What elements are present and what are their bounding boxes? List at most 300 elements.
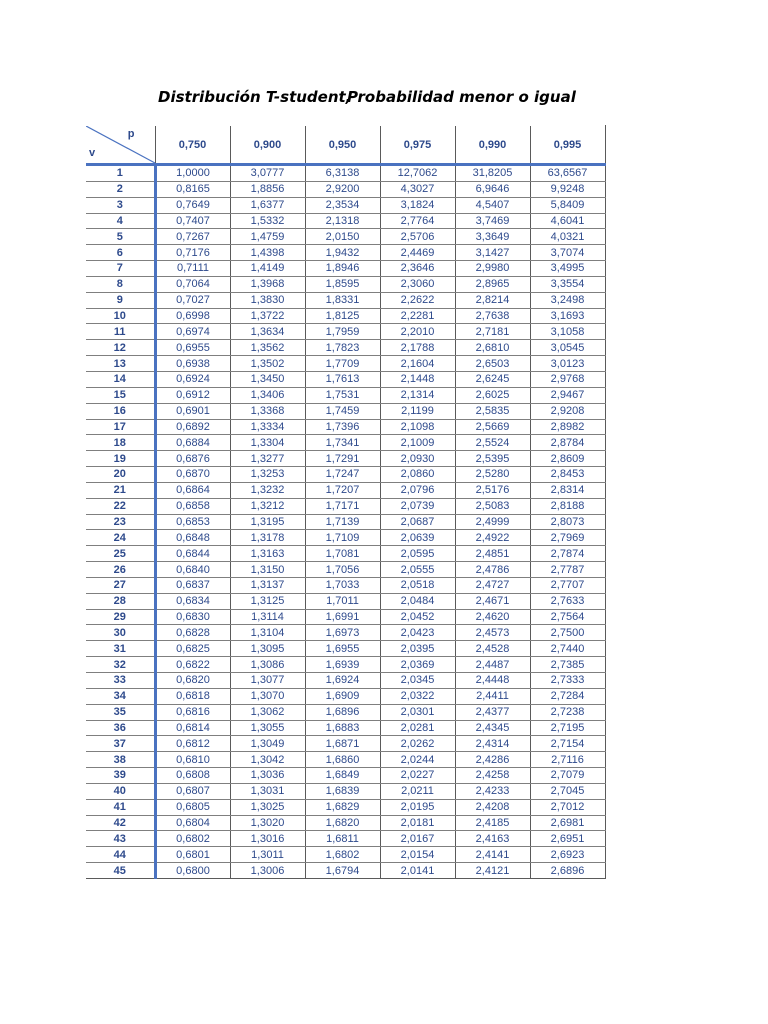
table-row (86, 799, 605, 815)
value-cell: 2,4185 (455, 815, 530, 831)
table-row (86, 831, 605, 847)
value-cell: 1,3095 (230, 641, 305, 657)
value-cell: 2,0860 (380, 467, 455, 483)
value-cell: 0,6825 (155, 641, 230, 657)
table-body (86, 165, 605, 879)
value-cell: 0,6955 (155, 340, 230, 356)
table-row (86, 546, 605, 562)
value-cell: 1,3277 (230, 451, 305, 467)
table-row (86, 435, 605, 451)
table-row (86, 467, 605, 483)
value-cell: 1,3178 (230, 530, 305, 546)
value-cell: 1,6883 (305, 720, 380, 736)
value-cell: 0,6858 (155, 498, 230, 514)
table-row (86, 181, 605, 197)
value-cell: 3,1693 (530, 308, 605, 324)
value-cell: 2,4208 (455, 799, 530, 815)
degrees-of-freedom-cell: 15 (86, 387, 155, 403)
value-cell: 2,5176 (455, 482, 530, 498)
value-cell: 2,8214 (455, 292, 530, 308)
value-cell: 2,3534 (305, 197, 380, 213)
value-cell: 1,7396 (305, 419, 380, 435)
value-cell: 0,6884 (155, 435, 230, 451)
degrees-of-freedom-cell: 11 (86, 324, 155, 340)
value-cell: 2,0930 (380, 451, 455, 467)
value-cell: 2,1199 (380, 403, 455, 419)
value-cell: 1,6973 (305, 625, 380, 641)
value-cell: 0,6800 (155, 863, 230, 879)
v-label: v (89, 147, 96, 159)
value-cell: 2,0423 (380, 625, 455, 641)
value-cell: 1,3195 (230, 514, 305, 530)
header-row (86, 126, 605, 165)
value-cell: 2,7154 (530, 736, 605, 752)
value-cell: 2,4573 (455, 625, 530, 641)
table-row (86, 704, 605, 720)
degrees-of-freedom-cell: 25 (86, 546, 155, 562)
value-cell: 1,7109 (305, 530, 380, 546)
value-cell: 1,6811 (305, 831, 380, 847)
value-cell: 1,6377 (230, 197, 305, 213)
value-cell: 1,3253 (230, 467, 305, 483)
value-cell: 2,4377 (455, 704, 530, 720)
value-cell: 4,5407 (455, 197, 530, 213)
value-cell: 2,0141 (380, 863, 455, 879)
value-cell: 2,0227 (380, 768, 455, 784)
value-cell: 0,6801 (155, 847, 230, 863)
value-cell: 0,6924 (155, 371, 230, 387)
value-cell: 2,4999 (455, 514, 530, 530)
value-cell: 0,6840 (155, 562, 230, 578)
degrees-of-freedom-cell: 42 (86, 815, 155, 831)
table-row (86, 577, 605, 593)
value-cell: 2,1788 (380, 340, 455, 356)
value-cell: 1,6794 (305, 863, 380, 879)
value-cell: 3,0777 (230, 165, 305, 182)
value-cell: 1,3055 (230, 720, 305, 736)
value-cell: 2,8453 (530, 467, 605, 483)
value-cell: 1,0000 (155, 165, 230, 182)
value-cell: 2,3646 (380, 261, 455, 277)
value-cell: 0,6816 (155, 704, 230, 720)
value-cell: 4,6041 (530, 213, 605, 229)
value-cell: 0,6892 (155, 419, 230, 435)
value-cell: 0,8165 (155, 181, 230, 197)
value-cell: 0,6818 (155, 688, 230, 704)
value-cell: 3,3554 (530, 276, 605, 292)
value-cell: 0,7027 (155, 292, 230, 308)
value-cell: 2,2622 (380, 292, 455, 308)
value-cell: 1,6871 (305, 736, 380, 752)
table-row (86, 356, 605, 372)
value-cell: 1,9432 (305, 245, 380, 261)
degrees-of-freedom-cell: 8 (86, 276, 155, 292)
value-cell: 1,6849 (305, 768, 380, 784)
degrees-of-freedom-cell: 27 (86, 577, 155, 593)
col-header-prob: 0,990 (455, 126, 530, 165)
value-cell: 1,4759 (230, 229, 305, 245)
value-cell: 0,6814 (155, 720, 230, 736)
value-cell: 0,6807 (155, 783, 230, 799)
value-cell: 2,0154 (380, 847, 455, 863)
table-row (86, 625, 605, 641)
table-row (86, 783, 605, 799)
table-header (86, 126, 605, 165)
value-cell: 0,6812 (155, 736, 230, 752)
value-cell: 1,3086 (230, 657, 305, 673)
table-row (86, 387, 605, 403)
value-cell: 2,0687 (380, 514, 455, 530)
value-cell: 0,6802 (155, 831, 230, 847)
value-cell: 2,5524 (455, 435, 530, 451)
value-cell: 2,7707 (530, 577, 605, 593)
value-cell: 0,6848 (155, 530, 230, 546)
value-cell: 1,6939 (305, 657, 380, 673)
value-cell: 2,6245 (455, 371, 530, 387)
value-cell: 2,7079 (530, 768, 605, 784)
value-cell: 1,6860 (305, 752, 380, 768)
value-cell: 2,1098 (380, 419, 455, 435)
value-cell: 2,7284 (530, 688, 605, 704)
table-row (86, 229, 605, 245)
table-row (86, 641, 605, 657)
table-row (86, 197, 605, 213)
value-cell: 0,6864 (155, 482, 230, 498)
value-cell: 2,4786 (455, 562, 530, 578)
value-cell: 1,3562 (230, 340, 305, 356)
table-row (86, 688, 605, 704)
value-cell: 1,3968 (230, 276, 305, 292)
value-cell: 1,7056 (305, 562, 380, 578)
value-cell: 1,4398 (230, 245, 305, 261)
value-cell: 2,4487 (455, 657, 530, 673)
degrees-of-freedom-cell: 16 (86, 403, 155, 419)
table-row (86, 419, 605, 435)
value-cell: 2,5395 (455, 451, 530, 467)
value-cell: 1,7291 (305, 451, 380, 467)
value-cell: 1,7139 (305, 514, 380, 530)
value-cell: 0,6844 (155, 546, 230, 562)
value-cell: 3,3649 (455, 229, 530, 245)
value-cell: 31,8205 (455, 165, 530, 182)
value-cell: 3,4995 (530, 261, 605, 277)
value-cell: 1,3137 (230, 577, 305, 593)
value-cell: 1,5332 (230, 213, 305, 229)
value-cell: 2,8965 (455, 276, 530, 292)
table-row (86, 847, 605, 863)
value-cell: 1,3114 (230, 609, 305, 625)
value-cell: 2,0167 (380, 831, 455, 847)
value-cell: 1,3212 (230, 498, 305, 514)
value-cell: 2,4411 (455, 688, 530, 704)
value-cell: 2,7385 (530, 657, 605, 673)
value-cell: 2,6951 (530, 831, 605, 847)
degrees-of-freedom-cell: 39 (86, 768, 155, 784)
degrees-of-freedom-cell: 37 (86, 736, 155, 752)
table-row (86, 403, 605, 419)
value-cell: 1,7613 (305, 371, 380, 387)
degrees-of-freedom-cell: 28 (86, 593, 155, 609)
table-row (86, 562, 605, 578)
value-cell: 0,7267 (155, 229, 230, 245)
value-cell: 1,3049 (230, 736, 305, 752)
degrees-of-freedom-cell: 38 (86, 752, 155, 768)
value-cell: 1,3011 (230, 847, 305, 863)
degrees-of-freedom-cell: 18 (86, 435, 155, 451)
degrees-of-freedom-cell: 22 (86, 498, 155, 514)
value-cell: 2,4620 (455, 609, 530, 625)
value-cell: 9,9248 (530, 181, 605, 197)
value-cell: 2,6025 (455, 387, 530, 403)
value-cell: 2,7045 (530, 783, 605, 799)
value-cell: 0,6830 (155, 609, 230, 625)
value-cell: 2,5083 (455, 498, 530, 514)
value-cell: 2,4671 (455, 593, 530, 609)
table-row (86, 657, 605, 673)
value-cell: 0,6901 (155, 403, 230, 419)
degrees-of-freedom-cell: 35 (86, 704, 155, 720)
degrees-of-freedom-cell: 40 (86, 783, 155, 799)
value-cell: 1,3450 (230, 371, 305, 387)
value-cell: 2,4121 (455, 863, 530, 879)
value-cell: 2,6810 (455, 340, 530, 356)
value-cell: 2,7500 (530, 625, 605, 641)
value-cell: 2,8982 (530, 419, 605, 435)
value-cell: 1,3077 (230, 673, 305, 689)
value-cell: 1,7171 (305, 498, 380, 514)
value-cell: 2,9467 (530, 387, 605, 403)
degrees-of-freedom-cell: 26 (86, 562, 155, 578)
table-row (86, 530, 605, 546)
value-cell: 2,0518 (380, 577, 455, 593)
value-cell: 2,1009 (380, 435, 455, 451)
value-cell: 0,6853 (155, 514, 230, 530)
t-student-table (86, 125, 606, 879)
value-cell: 1,6896 (305, 704, 380, 720)
col-header-prob: 0,950 (305, 126, 380, 165)
value-cell: 1,7709 (305, 356, 380, 372)
value-cell: 2,8314 (530, 482, 605, 498)
value-cell: 0,6822 (155, 657, 230, 673)
p-label: p (127, 128, 135, 140)
degrees-of-freedom-cell: 32 (86, 657, 155, 673)
value-cell: 0,6876 (155, 451, 230, 467)
corner-cell-p-v (86, 126, 155, 165)
table-row (86, 863, 605, 879)
value-cell: 1,8946 (305, 261, 380, 277)
value-cell: 2,0369 (380, 657, 455, 673)
value-cell: 2,5835 (455, 403, 530, 419)
value-cell: 1,8856 (230, 181, 305, 197)
degrees-of-freedom-cell: 19 (86, 451, 155, 467)
value-cell: 6,9646 (455, 181, 530, 197)
value-cell: 1,7959 (305, 324, 380, 340)
degrees-of-freedom-cell: 2 (86, 181, 155, 197)
value-cell: 2,8073 (530, 514, 605, 530)
degrees-of-freedom-cell: 6 (86, 245, 155, 261)
value-cell: 1,3304 (230, 435, 305, 451)
degrees-of-freedom-cell: 36 (86, 720, 155, 736)
value-cell: 3,7469 (455, 213, 530, 229)
value-cell: 2,0452 (380, 609, 455, 625)
degrees-of-freedom-cell: 10 (86, 308, 155, 324)
value-cell: 2,5669 (455, 419, 530, 435)
value-cell: 0,6808 (155, 768, 230, 784)
value-cell: 2,4528 (455, 641, 530, 657)
degrees-of-freedom-cell: 45 (86, 863, 155, 879)
value-cell: 2,0639 (380, 530, 455, 546)
degrees-of-freedom-cell: 33 (86, 673, 155, 689)
value-cell: 1,8595 (305, 276, 380, 292)
value-cell: 2,6503 (455, 356, 530, 372)
value-cell: 1,7531 (305, 387, 380, 403)
degrees-of-freedom-cell: 5 (86, 229, 155, 245)
value-cell: 2,4286 (455, 752, 530, 768)
value-cell: 1,3634 (230, 324, 305, 340)
degrees-of-freedom-cell: 14 (86, 371, 155, 387)
value-cell: 1,8125 (305, 308, 380, 324)
value-cell: 0,6820 (155, 673, 230, 689)
value-cell: 1,3070 (230, 688, 305, 704)
value-cell: 2,6896 (530, 863, 605, 879)
value-cell: 1,3006 (230, 863, 305, 879)
value-cell: 2,5280 (455, 467, 530, 483)
value-cell: 2,7116 (530, 752, 605, 768)
degrees-of-freedom-cell: 9 (86, 292, 155, 308)
value-cell: 2,0739 (380, 498, 455, 514)
value-cell: 0,7176 (155, 245, 230, 261)
value-cell: 1,7823 (305, 340, 380, 356)
degrees-of-freedom-cell: 17 (86, 419, 155, 435)
value-cell: 2,1318 (305, 213, 380, 229)
table-row (86, 324, 605, 340)
degrees-of-freedom-cell: 4 (86, 213, 155, 229)
value-cell: 0,6837 (155, 577, 230, 593)
value-cell: 0,7407 (155, 213, 230, 229)
table-row (86, 673, 605, 689)
table-row (86, 752, 605, 768)
value-cell: 1,7459 (305, 403, 380, 419)
value-cell: 0,6805 (155, 799, 230, 815)
value-cell: 2,9980 (455, 261, 530, 277)
table-row (86, 245, 605, 261)
value-cell: 1,6955 (305, 641, 380, 657)
table-row (86, 292, 605, 308)
degrees-of-freedom-cell: 13 (86, 356, 155, 372)
value-cell: 2,0262 (380, 736, 455, 752)
table-row (86, 498, 605, 514)
value-cell: 2,2281 (380, 308, 455, 324)
degrees-of-freedom-cell: 44 (86, 847, 155, 863)
col-header-prob: 0,750 (155, 126, 230, 165)
degrees-of-freedom-cell: 43 (86, 831, 155, 847)
degrees-of-freedom-cell: 31 (86, 641, 155, 657)
value-cell: 1,3406 (230, 387, 305, 403)
value-cell: 6,3138 (305, 165, 380, 182)
value-cell: 0,7064 (155, 276, 230, 292)
value-cell: 2,8188 (530, 498, 605, 514)
value-cell: 2,4163 (455, 831, 530, 847)
value-cell: 3,7074 (530, 245, 605, 261)
value-cell: 2,0484 (380, 593, 455, 609)
value-cell: 2,0281 (380, 720, 455, 736)
table-row (86, 451, 605, 467)
value-cell: 3,0123 (530, 356, 605, 372)
value-cell: 1,3016 (230, 831, 305, 847)
value-cell: 2,8609 (530, 451, 605, 467)
value-cell: 2,4314 (455, 736, 530, 752)
value-cell: 0,6998 (155, 308, 230, 324)
table-row (86, 815, 605, 831)
value-cell: 1,6802 (305, 847, 380, 863)
value-cell: 0,6870 (155, 467, 230, 483)
value-cell: 1,6839 (305, 783, 380, 799)
value-cell: 1,3150 (230, 562, 305, 578)
value-cell: 1,3025 (230, 799, 305, 815)
table-row (86, 482, 605, 498)
degrees-of-freedom-cell: 24 (86, 530, 155, 546)
value-cell: 2,0322 (380, 688, 455, 704)
table-row (86, 736, 605, 752)
table-row (86, 340, 605, 356)
degrees-of-freedom-cell: 23 (86, 514, 155, 530)
value-cell: 1,3125 (230, 593, 305, 609)
value-cell: 0,6810 (155, 752, 230, 768)
table-row (86, 308, 605, 324)
table-row (86, 514, 605, 530)
col-header-prob: 0,975 (380, 126, 455, 165)
value-cell: 1,6924 (305, 673, 380, 689)
value-cell: 2,9200 (305, 181, 380, 197)
table-row (86, 609, 605, 625)
value-cell: 2,4727 (455, 577, 530, 593)
value-cell: 2,1314 (380, 387, 455, 403)
value-cell: 2,4448 (455, 673, 530, 689)
value-cell: 2,4141 (455, 847, 530, 863)
value-cell: 1,3163 (230, 546, 305, 562)
value-cell: 2,0796 (380, 482, 455, 498)
table-row (86, 276, 605, 292)
value-cell: 1,3334 (230, 419, 305, 435)
value-cell: 2,1448 (380, 371, 455, 387)
value-cell: 3,1058 (530, 324, 605, 340)
value-cell: 2,0395 (380, 641, 455, 657)
value-cell: 0,6974 (155, 324, 230, 340)
value-cell: 1,7247 (305, 467, 380, 483)
value-cell: 2,7564 (530, 609, 605, 625)
value-cell: 1,3722 (230, 308, 305, 324)
value-cell: 2,0150 (305, 229, 380, 245)
value-cell: 0,6912 (155, 387, 230, 403)
value-cell: 0,6828 (155, 625, 230, 641)
value-cell: 2,7638 (455, 308, 530, 324)
value-cell: 5,8409 (530, 197, 605, 213)
value-cell: 2,4922 (455, 530, 530, 546)
value-cell: 3,1427 (455, 245, 530, 261)
title-distribution: Distribución T-student, (158, 88, 352, 106)
value-cell: 1,3368 (230, 403, 305, 419)
degrees-of-freedom-cell: 3 (86, 197, 155, 213)
value-cell: 2,7764 (380, 213, 455, 229)
table-row (86, 165, 605, 182)
value-cell: 2,0301 (380, 704, 455, 720)
value-cell: 1,6820 (305, 815, 380, 831)
value-cell: 2,6981 (530, 815, 605, 831)
value-cell: 2,7195 (530, 720, 605, 736)
value-cell: 12,7062 (380, 165, 455, 182)
value-cell: 0,6834 (155, 593, 230, 609)
value-cell: 2,1604 (380, 356, 455, 372)
